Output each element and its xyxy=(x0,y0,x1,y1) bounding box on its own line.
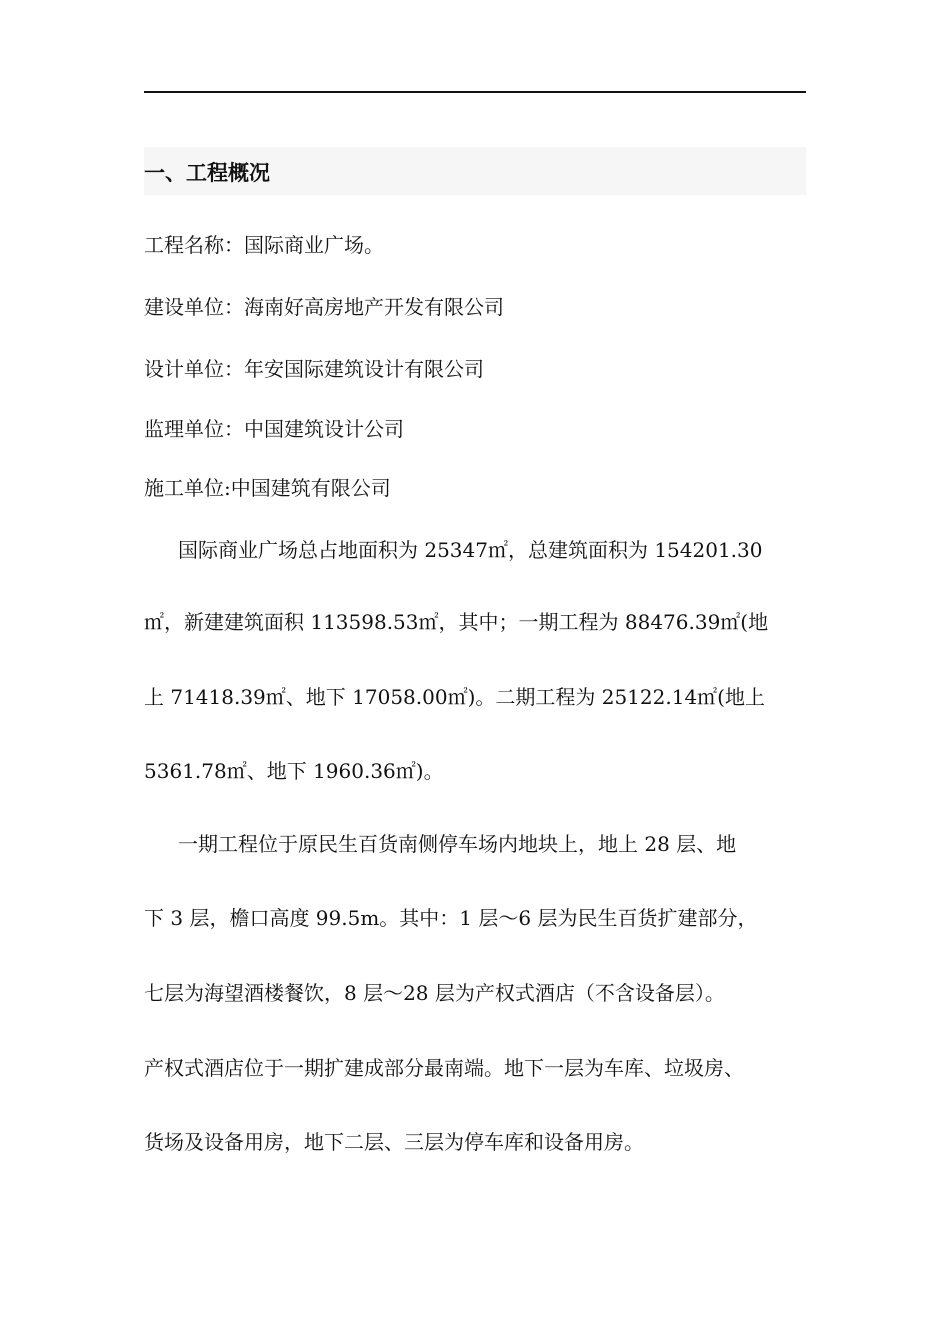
project-name: 工程名称：国际商业广场。 xyxy=(144,233,384,257)
construction-unit: 施工单位:中国建筑有限公司 xyxy=(144,476,391,500)
paragraph-2-line-3: 七层为海望酒楼餐饮，8 层～28 层为产权式酒店（不含设备层）。 xyxy=(144,981,725,1005)
builder-unit: 建设单位：海南好高房地产开发有限公司 xyxy=(144,295,504,319)
paragraph-2-line-5: 货场及设备用房，地下二层、三层为停车库和设备用房。 xyxy=(144,1130,644,1154)
paragraph-2-line-2: 下 3 层，檐口高度 99.5m。其中：1 层～6 层为民生百货扩建部分， xyxy=(144,906,758,930)
paragraph-2-line-1: 一期工程位于原民生百货南侧停车场内地块上，地上 28 层、地 xyxy=(178,832,737,856)
paragraph-1-line-1: 国际商业广场总占地面积为 25347㎡，总建筑面积为 154201.30 xyxy=(178,538,763,562)
design-unit: 设计单位：年安国际建筑设计有限公司 xyxy=(144,357,484,381)
section-heading: 一、工程概况 xyxy=(144,147,806,195)
paragraph-1-line-2: ㎡，新建建筑面积 113598.53㎡，其中；一期工程为 88476.39㎡(地 xyxy=(144,610,769,634)
paragraph-1-line-4: 5361.78㎡、地下 1960.36㎡)。 xyxy=(144,759,444,783)
paragraph-2-line-4: 产权式酒店位于一期扩建成部分最南端。地下一层为车库、垃圾房、 xyxy=(144,1056,744,1080)
supervision-unit: 监理单位：中国建筑设计公司 xyxy=(144,417,404,441)
paragraph-1-line-3: 上 71418.39㎡、地下 17058.00㎡)。二期工程为 25122.14㎡(地上 xyxy=(144,685,765,709)
header-rule xyxy=(144,91,806,93)
